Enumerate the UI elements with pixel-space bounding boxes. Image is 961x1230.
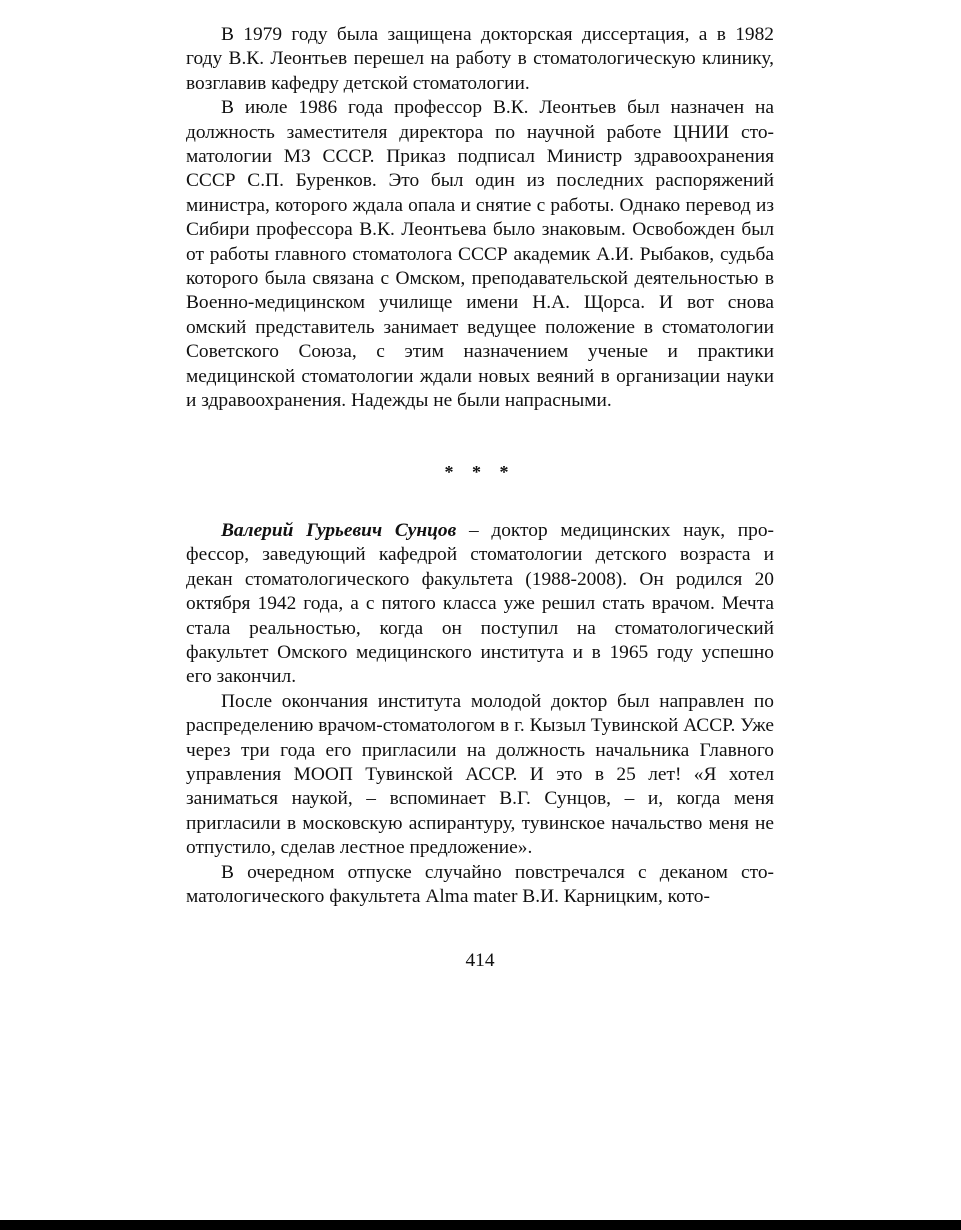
paragraph: В очередном отпуске случайно повстречался с деканом стоматологического факультета Alma mater В.И. Карницким, кото- xyxy=(186,861,774,908)
bio-paragraph xyxy=(186,519,774,690)
section-separator: * * * xyxy=(444,462,516,482)
scan-bottom-edge xyxy=(0,1220,961,1230)
page-number: 414 xyxy=(465,950,495,971)
bio-intro-text: – доктор медицинских наук, профессор, заведующий кафедрой стоматологии детского возраста и декан стоматологического факультета (1988-2008). Он родился 20 октября 1942 года, а с пятого класса уже решил стать врачом. Мечта стала реальностью, когда он поступил на стоматологический факультет Омского медицинского института и в 1965 году успешно его закончил. xyxy=(186,520,774,688)
paragraph: В 1979 году была защищена докторская диссертация, а в 1982 году В.К. Леонтьев перешел на работу в стоматологическую клинику, возглавив кафедру детской стоматологии. xyxy=(186,24,774,94)
text-block-suntsov xyxy=(186,519,774,910)
paragraph: После окончания института молодой доктор был направлен по распределению врачом-стоматологом в г. Кызыл Тувинской АССР. Уже через три года его пригласили на должность начальника Главного управления МООП Тувинской АССР. И это в 25 лет! «Я хотел заниматься наукой, – вспоминает В.Г. Сунцов, – и, когда меня пригласили в московскую аспирантуру, тувинское начальство меня не отпустило, сделав лестное предложение». xyxy=(186,690,774,859)
person-name: Валерий Гурьевич Сунцов xyxy=(221,520,457,541)
text-block-leontiev xyxy=(186,23,774,414)
paragraph: В июле 1986 года профессор В.К. Леонтьев был назначен на должность заместителя директора по научной работе ЦНИИ стоматологии МЗ СССР. Приказ подписал Министр здравоохранения СССР С.П. Буренков. Это был один из последних распоряжений министра, которого ждала опала и снятие с работы. Однако перевод из Сибири профессора В.К. Леонтьева было знаковым. Освобожден был от работы главного стоматолога СССР академик А.И. Рыбаков, судьба которого была связана с Омском, преподавательской деятельностью в Военно-медицинском училище имени Н.А. Щорса. И вот снова омский представитель занимает ведущее положение в стоматологии Советского Союза, с этим назначением ученые и практики медицинской стоматологии ждали новых веяний в организации науки и здравоохранения. Надежды не были напрасными. xyxy=(186,97,774,412)
